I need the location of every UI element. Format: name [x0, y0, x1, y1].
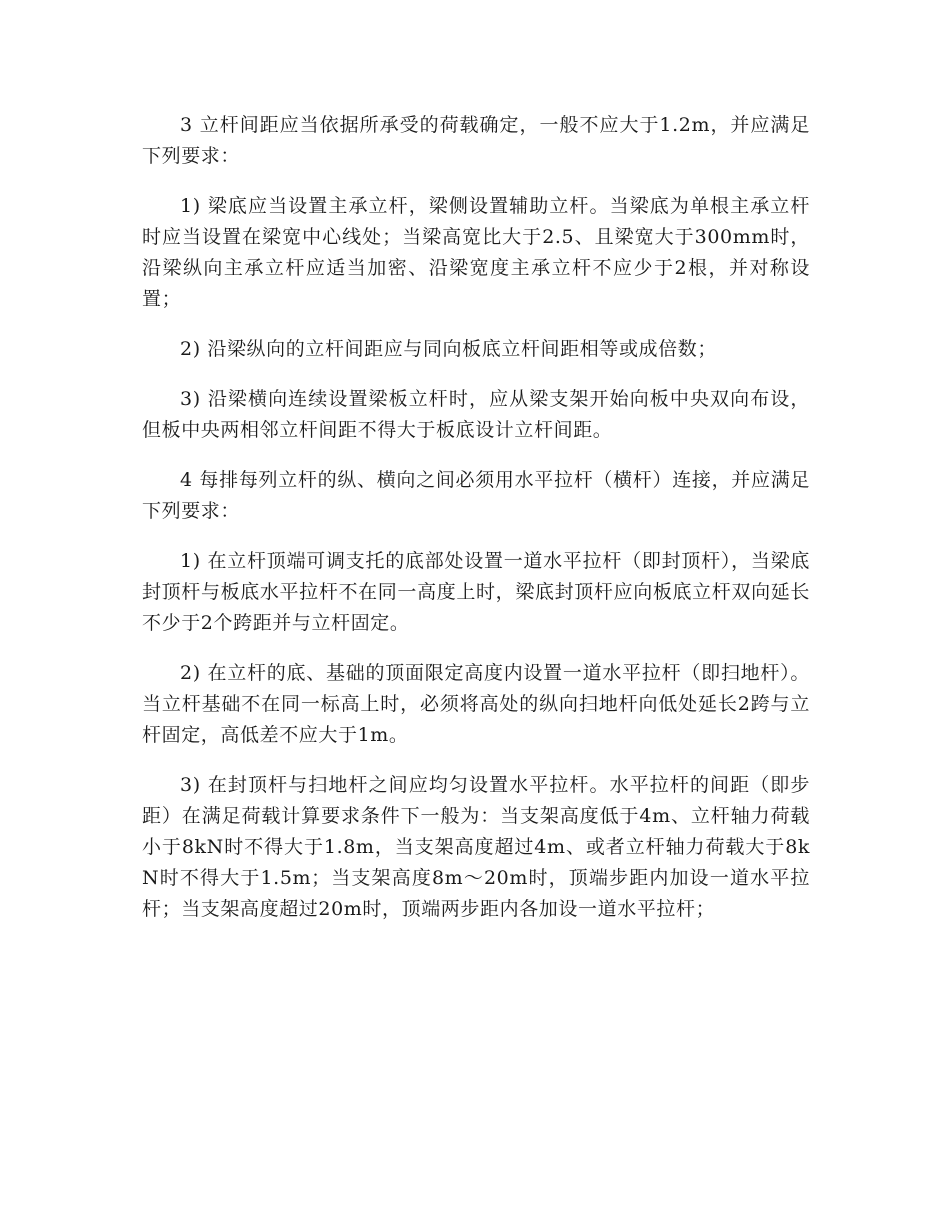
paragraph-subitem-2-sweep-bar: 2) 在立杆的底、基础的顶面限定高度内设置一道水平拉杆（即扫地杆）。当立杆基础不在同一标高上时，必须将高处的纵向扫地杆向低处延长2跨与立杆固定，高低差不应大于1m。 [142, 662, 810, 746]
paragraph-subitem-1-top-bar: 1) 在立杆顶端可调支托的底部处设置一道水平拉杆（即封顶杆），当梁底封顶杆与板底水平拉杆不在同一高度上时，梁底封顶杆应向板底立杆双向延长不少于2个跨距并与立杆固定。 [142, 550, 810, 634]
document-body [142, 110, 810, 944]
paragraph-subitem-3-step-spacing: 3) 在封顶杆与扫地杆之间应均匀设置水平拉杆。水平拉杆的间距（即步距）在满足荷载计算要求条件下一般为：当支架高度低于4m、立杆轴力荷载小于8kN时不得大于1.8m，当支架高度超过4m、或者立杆轴力荷载大于8kN时不得大于1.5m；当支架高度8m～20m时，顶端步距内加设一道水平拉杆；当支架高度超过20m时，顶端两步距内各加设一道水平拉杆； [142, 774, 810, 920]
paragraph-subitem-1-beam-bottom: 1) 梁底应当设置主承立杆，梁侧设置辅助立杆。当梁底为单根主承立杆时应当设置在梁宽中心线处；当梁高宽比大于2.5、且梁宽大于300mm时，沿梁纵向主承立杆应适当加密、沿梁宽度主承立杆不应少于2根，并对称设置； [142, 195, 810, 310]
paragraph-item-3-spacing: 3 立杆间距应当依据所承受的荷载确定，一般不应大于1.2m，并应满足下列要求： [142, 114, 810, 167]
paragraph-item-4-horizontal-bars: 4 每排每列立杆的纵、横向之间必须用水平拉杆（横杆）连接，并应满足下列要求： [142, 469, 810, 522]
paragraph-subitem-2-longitudinal: 2) 沿梁纵向的立杆间距应与同向板底立杆间距相等或成倍数； [180, 338, 717, 360]
paragraph-subitem-3-transverse: 3) 沿梁横向连续设置梁板立杆时，应从梁支架开始向板中央双向布设，但板中央两相邻立杆间距不得大于板底设计立杆间距。 [142, 388, 810, 441]
